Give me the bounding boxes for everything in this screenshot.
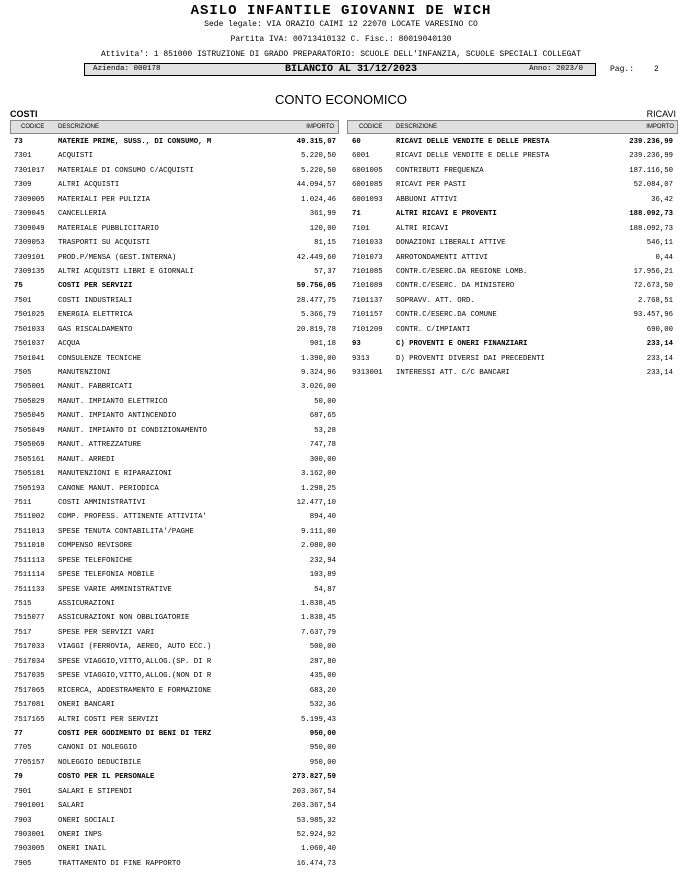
row-amount: 1.060,40 bbox=[300, 845, 336, 854]
table-row bbox=[10, 397, 339, 411]
row-code: 7517065 bbox=[14, 686, 45, 695]
table-row bbox=[347, 151, 678, 165]
row-description: MATERIALE DI CONSUMO C/ACQUISTI bbox=[58, 166, 194, 175]
row-amount: 361,99 bbox=[309, 210, 336, 219]
row-amount: 93.457,96 bbox=[633, 311, 673, 320]
row-amount: 54,87 bbox=[314, 585, 336, 594]
table-row bbox=[10, 267, 339, 281]
table-row bbox=[10, 281, 339, 295]
row-code: 7517034 bbox=[14, 657, 45, 666]
row-amount: 1.838,45 bbox=[300, 600, 336, 608]
table-row bbox=[10, 556, 339, 570]
row-code: 7505161 bbox=[14, 455, 45, 464]
row-description: MANUT. IMPIANTO DI CONDIZIONAMENTO bbox=[58, 426, 207, 435]
row-code: 7309045 bbox=[14, 210, 45, 219]
table-row bbox=[10, 512, 339, 526]
row-amount: 52.084,07 bbox=[633, 181, 673, 190]
fiscal-year: Anno: 2023/0 bbox=[529, 65, 584, 73]
row-amount: 5.220,50 bbox=[300, 166, 336, 175]
row-description: ARROTONDAMENTI ATTIVI bbox=[396, 253, 488, 262]
row-amount: 12.477,10 bbox=[296, 498, 336, 507]
row-code: 7511018 bbox=[14, 542, 45, 551]
row-amount: 3.026,00 bbox=[300, 383, 336, 392]
row-description: SPESE TELEFONIA MOBILE bbox=[58, 571, 155, 580]
row-amount: 36,42 bbox=[651, 195, 673, 204]
row-amount: 28.477,75 bbox=[296, 296, 336, 305]
row-code: 6001085 bbox=[352, 181, 383, 190]
row-description: MANUT. FABBRICATI bbox=[58, 383, 133, 392]
row-description: SPESE TELEFONICHE bbox=[58, 556, 133, 565]
row-code: 7705157 bbox=[14, 758, 45, 767]
table-row bbox=[10, 325, 339, 339]
row-code: 77 bbox=[14, 729, 23, 738]
row-description: NOLEGGIO DEDUCIBILE bbox=[58, 758, 142, 767]
row-amount: 3.162,00 bbox=[300, 470, 336, 479]
table-row bbox=[10, 772, 339, 786]
row-code: 7101033 bbox=[352, 239, 383, 248]
row-description: DONAZIONI LIBERALI ATTIVE bbox=[396, 239, 506, 248]
row-code: 60 bbox=[352, 138, 361, 146]
company-code: Azienda: 000178 bbox=[93, 65, 161, 73]
table-row bbox=[10, 729, 339, 743]
row-code: 7505069 bbox=[14, 441, 45, 450]
revenues-column-header bbox=[347, 120, 678, 134]
row-amount: 16.474,73 bbox=[296, 859, 336, 868]
table-row bbox=[347, 195, 678, 209]
row-description: RICAVI PER PASTI bbox=[396, 181, 467, 190]
row-description: ACQUISTI bbox=[58, 152, 94, 161]
row-code: 7101 bbox=[352, 224, 370, 233]
row-description: ALTRI COSTI PER SERVIZI bbox=[58, 715, 159, 724]
row-amount: 233,14 bbox=[646, 340, 673, 349]
table-row bbox=[10, 642, 339, 656]
row-amount: 203.367,54 bbox=[292, 787, 336, 796]
table-row bbox=[347, 325, 678, 339]
costs-column-header bbox=[10, 120, 339, 134]
table-row bbox=[10, 238, 339, 252]
row-amount: 1.390,00 bbox=[300, 354, 336, 363]
row-description: COSTI PER GODIMENTO DI BENI DI TERZ bbox=[58, 729, 212, 738]
row-description: ALTRI RICAVI bbox=[396, 224, 449, 233]
row-code: 7505001 bbox=[14, 383, 45, 392]
row-code: 7309049 bbox=[14, 224, 45, 233]
row-description: SPESE VARIE AMMINISTRATIVE bbox=[58, 585, 172, 594]
row-description: MATERIE PRIME, SUSS., DI CONSUMO, M bbox=[58, 138, 212, 146]
row-amount: 1.024,46 bbox=[300, 195, 336, 204]
row-amount: 690,00 bbox=[646, 325, 673, 334]
row-code: 7511133 bbox=[14, 585, 45, 594]
row-code: 7309005 bbox=[14, 195, 45, 204]
row-code: 7309135 bbox=[14, 267, 45, 276]
row-description: SPESE VIAGGIO,VITTO,ALLOG.(NON DI R bbox=[58, 672, 212, 681]
row-description: MANUT. ARREDI bbox=[58, 455, 115, 464]
row-description: ONERI INPS bbox=[58, 831, 102, 839]
row-amount: 5.366,79 bbox=[300, 311, 336, 320]
table-row bbox=[10, 541, 339, 555]
row-amount: 500,00 bbox=[309, 643, 336, 652]
row-amount: 187.116,50 bbox=[629, 166, 673, 175]
row-code: 7505045 bbox=[14, 412, 45, 421]
table-row bbox=[347, 354, 678, 368]
table-row bbox=[10, 816, 339, 830]
table-row bbox=[10, 296, 339, 310]
row-code: 7501037 bbox=[14, 340, 45, 349]
row-description: D) PROVENTI DIVERSI DAI PRECEDENTI bbox=[396, 354, 545, 363]
row-amount: 233,14 bbox=[646, 369, 673, 377]
row-code: 7511013 bbox=[14, 527, 45, 536]
table-row bbox=[347, 267, 678, 281]
table-row bbox=[347, 166, 678, 180]
row-amount: 687,65 bbox=[309, 412, 336, 421]
row-description: MANUT. IMPIANTO ELETTRICO bbox=[58, 397, 168, 406]
costs-col-description: DESCRIZIONE bbox=[58, 124, 100, 130]
table-row bbox=[10, 426, 339, 440]
table-row bbox=[10, 527, 339, 541]
row-code: 7501041 bbox=[14, 354, 45, 363]
table-row bbox=[347, 180, 678, 194]
table-row bbox=[10, 339, 339, 353]
row-code: 7505 bbox=[14, 369, 32, 377]
row-code: 7511113 bbox=[14, 556, 45, 565]
row-code: 71 bbox=[352, 210, 361, 219]
row-description: ASSICURAZIONI bbox=[58, 600, 115, 608]
table-row bbox=[10, 599, 339, 613]
table-row bbox=[10, 195, 339, 209]
table-row bbox=[10, 743, 339, 757]
row-amount: 188.092,73 bbox=[629, 210, 673, 219]
table-row bbox=[10, 253, 339, 267]
row-description: ONERI SOCIALI bbox=[58, 816, 115, 825]
row-description: RICERCA, ADDESTRAMENTO E FORMAZIONE bbox=[58, 686, 212, 695]
table-row bbox=[10, 671, 339, 685]
row-amount: 120,00 bbox=[309, 224, 336, 233]
row-description: SPESE VIAGGIO,VITTO,ALLOG.(SP. DI R bbox=[58, 657, 212, 666]
row-amount: 2.080,00 bbox=[300, 542, 336, 551]
table-row bbox=[10, 613, 339, 627]
revenues-col-amount: IMPORTO bbox=[646, 124, 674, 130]
table-row bbox=[10, 368, 339, 382]
row-amount: 5.220,50 bbox=[300, 152, 336, 161]
row-code: 7515077 bbox=[14, 614, 45, 623]
row-code: 75 bbox=[14, 282, 23, 291]
row-amount: 950,00 bbox=[309, 758, 336, 767]
row-code: 7309053 bbox=[14, 239, 45, 248]
row-code: 9313 bbox=[352, 354, 370, 363]
row-description: TRASPORTI SU ACQUISTI bbox=[58, 239, 150, 248]
row-amount: 287,80 bbox=[309, 657, 336, 666]
row-code: 7301 bbox=[14, 152, 32, 161]
costs-table bbox=[10, 137, 339, 873]
row-amount: 435,00 bbox=[309, 672, 336, 681]
row-description: COSTI INDUSTRIALI bbox=[58, 296, 133, 305]
table-row bbox=[347, 296, 678, 310]
table-row bbox=[347, 368, 678, 382]
row-description: CANONI DI NOLEGGIO bbox=[58, 744, 137, 753]
row-amount: 1.838,45 bbox=[300, 614, 336, 623]
row-description: CONTR.C/ESERC.DA REGIONE LOMB. bbox=[396, 267, 528, 276]
row-code: 7903 bbox=[14, 816, 32, 825]
row-amount: 901,18 bbox=[309, 340, 336, 349]
table-row bbox=[10, 657, 339, 671]
row-code: 7501025 bbox=[14, 311, 45, 320]
row-description: SALARI E STIPENDI bbox=[58, 787, 133, 796]
report-title: BILANCIO AL 31/12/2023 bbox=[285, 64, 418, 75]
row-code: 79 bbox=[14, 773, 23, 782]
row-description: COSTI PER SERVIZI bbox=[58, 282, 133, 291]
row-description: MANUT. IMPIANTO ANTINCENDIO bbox=[58, 412, 177, 421]
row-amount: 233,14 bbox=[646, 354, 673, 363]
row-code: 7505181 bbox=[14, 470, 45, 479]
table-row bbox=[10, 354, 339, 368]
row-description: VIAGGI (FERROVIA, AEREO, AUTO ECC.) bbox=[58, 643, 212, 652]
row-amount: 103,89 bbox=[309, 571, 336, 580]
row-amount: 9.324,96 bbox=[300, 369, 336, 377]
row-amount: 239.236,99 bbox=[629, 152, 673, 161]
row-amount: 273.827,59 bbox=[292, 773, 336, 782]
section-title: CONTO ECONOMICO bbox=[275, 92, 407, 107]
row-amount: 950,00 bbox=[309, 744, 336, 753]
row-code: 7505029 bbox=[14, 397, 45, 406]
table-row bbox=[10, 700, 339, 714]
table-row bbox=[10, 455, 339, 469]
table-row bbox=[10, 570, 339, 584]
row-code: 7517035 bbox=[14, 672, 45, 681]
table-row bbox=[10, 844, 339, 858]
row-amount: 0,44 bbox=[655, 253, 673, 262]
row-amount: 2.768,51 bbox=[637, 296, 673, 305]
row-description: ONERI INAIL bbox=[58, 845, 107, 854]
table-row bbox=[347, 137, 678, 151]
table-row bbox=[10, 830, 339, 844]
row-code: 7101089 bbox=[352, 282, 383, 291]
row-amount: 52.924,92 bbox=[296, 831, 336, 839]
row-code: 7511114 bbox=[14, 571, 45, 580]
row-amount: 17.956,21 bbox=[633, 267, 673, 276]
row-description: ASSICURAZIONI NON OBBLIGATORIE bbox=[58, 614, 190, 623]
row-description: COSTO PER IL PERSONALE bbox=[58, 773, 155, 782]
row-amount: 300,00 bbox=[309, 455, 336, 464]
row-description: MANUTENZIONI bbox=[58, 369, 111, 377]
table-row bbox=[10, 628, 339, 642]
row-code: 7511002 bbox=[14, 513, 45, 522]
row-amount: 7.637,79 bbox=[300, 628, 336, 637]
row-description: COMPENSO REVISORE bbox=[58, 542, 133, 551]
row-description: CONTR.C/ESERC.DA COMUNE bbox=[396, 311, 497, 320]
row-description: ALTRI RICAVI E PROVENTI bbox=[396, 210, 497, 219]
row-code: 7515 bbox=[14, 600, 32, 608]
vat-tax-code: Partita IVA: 00713410132 C. Fisc.: 80019040130 bbox=[230, 35, 452, 44]
table-row bbox=[347, 339, 678, 353]
page-indicator bbox=[610, 65, 659, 74]
row-description: SPESE TENUTA CONTABILITA'/PAGHE bbox=[58, 527, 194, 536]
table-row bbox=[10, 411, 339, 425]
table-row bbox=[10, 859, 339, 873]
table-row bbox=[10, 166, 339, 180]
row-code: 7517033 bbox=[14, 643, 45, 652]
row-description: CANCELLERIA bbox=[58, 210, 107, 219]
row-description: C) PROVENTI E ONERI FINANZIARI bbox=[396, 340, 528, 349]
revenues-col-code: CODICE bbox=[359, 124, 383, 130]
row-amount: 532,36 bbox=[309, 701, 336, 710]
row-code: 7901001 bbox=[14, 802, 45, 811]
table-row bbox=[10, 224, 339, 238]
company-name: ASILO INFANTILE GIOVANNI DE WICH bbox=[190, 3, 492, 19]
row-code: 7301017 bbox=[14, 166, 45, 175]
row-code: 7903001 bbox=[14, 831, 45, 839]
row-code: 7511 bbox=[14, 498, 32, 507]
row-description: COSTI AMMINISTRATIVI bbox=[58, 498, 146, 507]
row-description: INTERESSI ATT. C/C BANCARI bbox=[396, 369, 510, 377]
row-code: 7101073 bbox=[352, 253, 383, 262]
row-code: 73 bbox=[14, 138, 23, 146]
costs-col-code: CODICE bbox=[21, 124, 45, 130]
row-amount: 894,40 bbox=[309, 513, 336, 522]
table-row bbox=[10, 382, 339, 396]
revenues-table bbox=[347, 137, 678, 382]
table-row bbox=[10, 180, 339, 194]
row-code: 7309 bbox=[14, 181, 32, 190]
table-row bbox=[347, 238, 678, 252]
table-row bbox=[10, 310, 339, 324]
row-description: ALTRI ACQUISTI bbox=[58, 181, 120, 190]
table-row bbox=[347, 281, 678, 295]
costs-col-amount: IMPORTO bbox=[306, 124, 334, 130]
row-description: MATERIALE PUBBLICITARIO bbox=[58, 224, 159, 233]
row-code: 7501 bbox=[14, 296, 32, 305]
table-row bbox=[10, 151, 339, 165]
row-amount: 683,20 bbox=[309, 686, 336, 695]
row-code: 7517165 bbox=[14, 715, 45, 724]
row-amount: 20.819,78 bbox=[296, 325, 336, 334]
row-code: 7101137 bbox=[352, 296, 383, 305]
table-row bbox=[10, 209, 339, 223]
row-code: 7101085 bbox=[352, 267, 383, 276]
row-code: 6001 bbox=[352, 152, 370, 161]
row-amount: 203.367,54 bbox=[292, 802, 336, 811]
row-code: 7517081 bbox=[14, 701, 45, 710]
row-code: 7517 bbox=[14, 628, 32, 637]
row-description: TRATTAMENTO DI FINE RAPPORTO bbox=[58, 859, 181, 868]
row-code: 7501033 bbox=[14, 325, 45, 334]
table-row bbox=[10, 801, 339, 815]
revenues-label: RICAVI bbox=[646, 109, 676, 119]
row-description: MATERIALI PER PULIZIA bbox=[58, 195, 150, 204]
row-description: COMP. PROFESS. ATTINENTE ATTIVITA' bbox=[58, 513, 207, 522]
table-row bbox=[347, 253, 678, 267]
row-amount: 59.756,05 bbox=[296, 282, 336, 291]
row-amount: 44.094,57 bbox=[296, 181, 336, 190]
table-row bbox=[10, 484, 339, 498]
row-description: ABBUONI ATTIVI bbox=[396, 195, 458, 204]
row-amount: 49.315,07 bbox=[296, 138, 336, 146]
row-description: CONTR.C/ESERC. DA MINISTERO bbox=[396, 282, 515, 291]
row-amount: 1.298,25 bbox=[300, 484, 336, 493]
table-row bbox=[347, 209, 678, 223]
row-amount: 950,00 bbox=[309, 729, 336, 738]
page-label: Pag.: bbox=[610, 65, 635, 74]
registered-office: Sede legale: VIA ORAZIO CAIMI 12 22070 LOCATE VARESINO CO bbox=[204, 20, 478, 29]
revenues-col-description: DESCRIZIONE bbox=[396, 124, 438, 130]
table-row bbox=[10, 498, 339, 512]
row-description: PROD.P/MENSA (GEST.INTERNA) bbox=[58, 253, 177, 262]
row-code: 7101157 bbox=[352, 311, 383, 320]
row-amount: 53.985,32 bbox=[296, 816, 336, 825]
row-amount: 81,15 bbox=[314, 239, 336, 248]
row-amount: 42.449,60 bbox=[296, 253, 336, 262]
table-row bbox=[347, 310, 678, 324]
row-amount: 5.199,43 bbox=[300, 715, 336, 724]
row-description: GAS RISCALDAMENTO bbox=[58, 325, 133, 334]
row-description: CONTR. C/IMPIANTI bbox=[396, 325, 471, 334]
row-description: SOPRAVV. ATT. ORD. bbox=[396, 296, 475, 305]
row-code: 7101209 bbox=[352, 325, 383, 334]
row-code: 9313001 bbox=[352, 369, 383, 377]
table-row bbox=[10, 469, 339, 483]
row-code: 93 bbox=[352, 340, 361, 349]
table-row bbox=[10, 686, 339, 700]
activity-line: Attivita': 1 851000 ISTRUZIONE DI GRADO PREPARATORIO: SCUOLE DELL'INFANZIA, SCUOLE SPECIALI COLLEGAT bbox=[100, 50, 582, 59]
row-code: 7309101 bbox=[14, 253, 45, 262]
table-row bbox=[10, 585, 339, 599]
table-row bbox=[10, 440, 339, 454]
table-row bbox=[10, 758, 339, 772]
row-description: ACQUA bbox=[58, 340, 80, 349]
row-code: 6001093 bbox=[352, 195, 383, 204]
row-amount: 232,94 bbox=[309, 556, 336, 565]
row-description: RICAVI DELLE VENDITE E DELLE PRESTA bbox=[396, 138, 550, 146]
row-amount: 72.673,50 bbox=[633, 282, 673, 291]
row-amount: 546,11 bbox=[646, 239, 673, 248]
row-code: 7905 bbox=[14, 859, 32, 868]
row-description: CONSULENZE TECNICHE bbox=[58, 354, 142, 363]
table-row bbox=[347, 224, 678, 238]
row-amount: 239.236,99 bbox=[629, 138, 673, 146]
table-row bbox=[10, 715, 339, 729]
row-amount: 188.092,73 bbox=[629, 224, 673, 233]
table-row bbox=[10, 137, 339, 151]
costs-label: COSTI bbox=[10, 109, 38, 119]
row-description: ONERI BANCARI bbox=[58, 701, 115, 710]
row-description: MANUTENZIONI E RIPARAZIONI bbox=[58, 470, 172, 479]
row-code: 7901 bbox=[14, 787, 32, 796]
row-amount: 9.111,00 bbox=[300, 527, 336, 536]
row-description: RICAVI DELLE VENDITE E DELLE PRESTA bbox=[396, 152, 550, 161]
page-number: 2 bbox=[654, 65, 659, 74]
row-description: CONTRIBUTI FREQUENZA bbox=[396, 166, 484, 175]
row-code: 7505193 bbox=[14, 484, 45, 493]
row-amount: 53,28 bbox=[314, 426, 336, 435]
row-amount: 50,00 bbox=[314, 397, 336, 406]
row-description: ALTRI ACQUISTI LIBRI E GIORNALI bbox=[58, 267, 194, 276]
row-description: ENERGIA ELETTRICA bbox=[58, 311, 133, 320]
row-code: 7705 bbox=[14, 744, 32, 753]
row-amount: 747,78 bbox=[309, 441, 336, 450]
row-code: 6001005 bbox=[352, 166, 383, 175]
report-header-bar bbox=[84, 63, 596, 76]
row-amount: 57,37 bbox=[314, 267, 336, 276]
row-code: 7505049 bbox=[14, 426, 45, 435]
table-row bbox=[10, 787, 339, 801]
row-code: 7903005 bbox=[14, 845, 45, 854]
row-description: SPESE PER SERVIZI VARI bbox=[58, 628, 155, 637]
row-description: MANUT. ATTREZZATURE bbox=[58, 441, 142, 450]
row-description: CANONE MANUT. PERIODICA bbox=[58, 484, 159, 493]
row-description: SALARI bbox=[58, 802, 85, 811]
